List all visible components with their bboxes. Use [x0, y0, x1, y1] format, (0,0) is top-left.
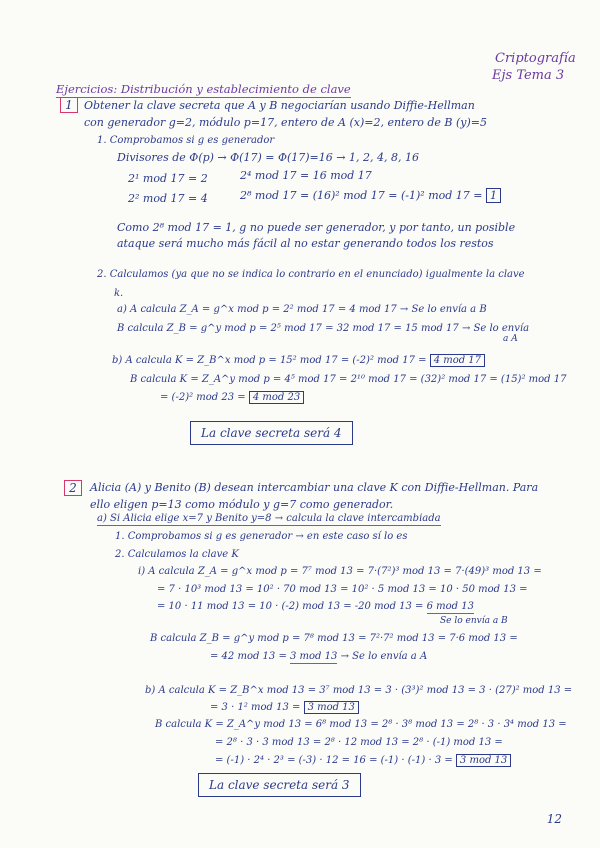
- ex1-step2-line2: k.: [114, 288, 124, 299]
- ex1-conclusion-line1: Como 2⁸ mod 17 = 1, g no puede ser generador, y por tanto, un posible: [117, 221, 516, 234]
- subject-title: Criptografía: [495, 51, 576, 66]
- ex2-ii-line2-result: 3 mod 13: [290, 651, 338, 662]
- ex1-final-answer: La clave secreta será 4: [190, 421, 353, 445]
- ex2-b-line5: [215, 756, 511, 766]
- ex2-b-line2-expr: = 3 · 1² mod 13 =: [210, 702, 301, 713]
- ex2-i-line3-expr: = 10 · 11 mod 13 = 10 · (-2) mod 13 = -20 mod 13 =: [157, 601, 424, 612]
- ex1-statement-line1: Obtener la clave secreta que A y B negociarían usando Diffie-Hellman: [84, 99, 475, 112]
- ex1-row2-left: 2² mod 17 = 4: [128, 192, 208, 205]
- ex1-b-line3-expr: = (-2)² mod 23 =: [160, 392, 246, 403]
- ex1-statement-line2: con generador g=2, módulo p=17, entero de A (x)=2, entero de B (y)=5: [84, 116, 487, 129]
- sheet-title: Ejs Tema 3: [492, 68, 565, 83]
- ex2-statement-line2: ello eligen p=13 como módulo y g=7 como generador.: [90, 498, 394, 511]
- ex2-i-line3: [157, 602, 474, 612]
- page-number: 12: [546, 812, 562, 826]
- ex2-step2: 2. Calculamos la clave K: [115, 549, 239, 560]
- ex1-b-line1-result: 4 mod 17: [430, 354, 485, 367]
- ex2-b-line5-result: 3 mod 13: [456, 754, 511, 767]
- ex1-divisors: Divisores de Φ(p) → Φ(17) = Φ(17)=16 → 1, 2, 4, 8, 16: [117, 151, 419, 164]
- ex2-b-line1: b) A calcula K = Z_B^x mod 13 = 3⁷ mod 13 = 3 · (3³)² mod 13 = 3 · (27)² mod 13 =: [145, 685, 573, 696]
- ex2-b-line5-expr: = (-1) · 2⁴ · 2³ = (-3) · 12 = 16 = (-1) · (-1) · 3 =: [215, 755, 453, 766]
- ex1-b-line2: B calcula K = Z_A^y mod p = 4⁵ mod 17 = 2¹⁰ mod 17 = (32)² mod 17 = (15)² mod 17: [130, 374, 567, 385]
- ex1-a-line1: a) A calcula Z_A = g^x mod p = 2² mod 17 = 4 mod 17 → Se lo envía a B: [117, 304, 487, 315]
- ex2-step1: 1. Comprobamos si g es generador → en este caso sí lo es: [115, 531, 408, 542]
- exercise-2-number: 2: [64, 480, 82, 496]
- ex1-step2-line1: 2. Calculamos (ya que no se indica lo contrario en el enunciado) igualmente la clave: [97, 269, 525, 280]
- ex2-ii-line2-suffix: → Se lo envía a A: [340, 651, 428, 662]
- exercise-1-number: 1: [60, 97, 78, 113]
- section-title: Ejercicios: Distribución y establecimiento de clave: [56, 82, 351, 96]
- ex1-step1-title: 1. Comprobamos si g es generador: [97, 135, 275, 146]
- ex1-b-line1-expr: b) A calcula K = Z_B^x mod p = 15² mod 17 = (-2)² mod 17 =: [112, 355, 427, 366]
- ex2-i-line3-result: 6 mod 13: [426, 601, 474, 612]
- ex2-i-line2: = 7 · 10³ mod 13 = 10² · 70 mod 13 = 10² · 5 mod 13 = 10 · 50 mod 13 =: [157, 584, 528, 595]
- ex2-final-answer: La clave secreta será 3: [198, 773, 361, 797]
- ex1-b-line3-result: 4 mod 23: [249, 391, 304, 404]
- ex1-a-line2-note: a A: [503, 334, 518, 344]
- ex2-i-line1: i) A calcula Z_A = g^x mod p = 7⁷ mod 13 = 7·(7²)³ mod 13 = 7·(49)³ mod 13 =: [138, 566, 542, 577]
- ex2-b-line2-result: 3 mod 13: [304, 701, 359, 714]
- ex2-i-note: Se lo envía a B: [440, 616, 508, 626]
- ex1-conclusion-line2: ataque será mucho más fácil al no estar generando todos los restos: [117, 237, 494, 250]
- ex2-ii-line2: [210, 652, 427, 662]
- ex1-b-line3: [160, 393, 304, 403]
- ex1-row2-right: [240, 190, 501, 201]
- ex1-b-line1: [112, 356, 485, 366]
- ex2-b-line4: = 2⁸ · 3 · 3 mod 13 = 2⁸ · 12 mod 13 = 2⁸ · (-1) mod 13 =: [215, 737, 503, 748]
- ex2-b-line3: B calcula K = Z_A^y mod 13 = 6⁸ mod 13 = 2⁸ · 3⁸ mod 13 = 2⁸ · 3 · 3⁴ mod 13 =: [155, 719, 567, 730]
- ex2-ii-line1: B calcula Z_B = g^y mod p = 7⁸ mod 13 = 7²·7² mod 13 = 7·6 mod 13 =: [150, 633, 518, 644]
- ex1-row2-result: 1: [486, 188, 501, 203]
- ex2-part-a: [97, 514, 441, 524]
- ex1-row1-right: 2⁴ mod 17 = 16 mod 17: [240, 169, 372, 182]
- ex1-row2-expr: 2⁸ mod 17 = (16)² mod 17 = (-1)² mod 17 =: [240, 189, 483, 202]
- ex1-a-line2: B calcula Z_B = g^y mod p = 2⁵ mod 17 = 32 mod 17 = 15 mod 17 → Se lo envía: [117, 323, 530, 334]
- ex1-row1-left: 2¹ mod 17 = 2: [128, 172, 208, 185]
- ex2-b-line2: [210, 703, 359, 713]
- ex2-part-a-text: a) Si Alicia elige x=7 y Benito y=8 → calcula la clave intercambiada: [97, 513, 441, 524]
- ex2-ii-line2-expr: = 42 mod 13 =: [210, 651, 287, 662]
- ex2-statement-line1: Alicia (A) y Benito (B) desean intercambiar una clave K con Diffie-Hellman. Para: [90, 481, 539, 494]
